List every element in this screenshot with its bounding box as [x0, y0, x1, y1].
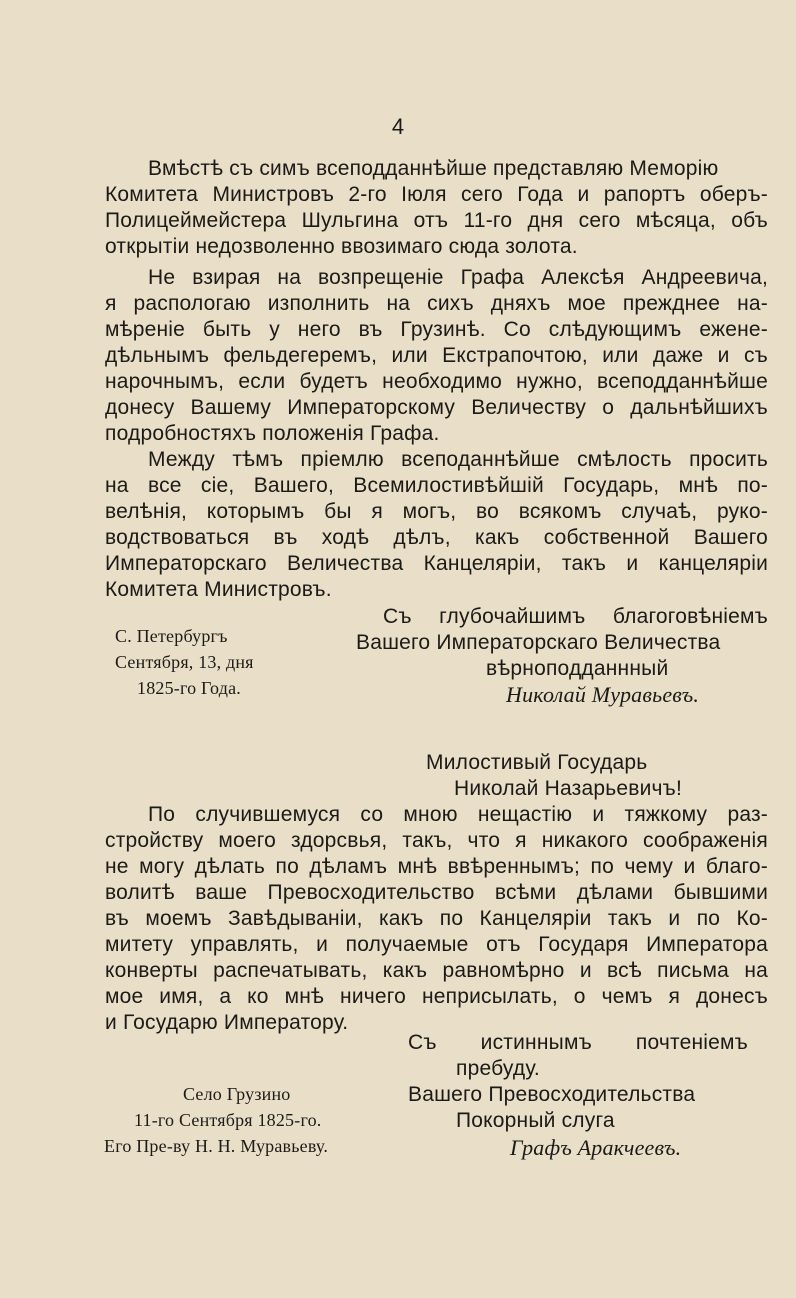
page-number: 4	[391, 114, 405, 139]
letter1-line: на все сіе, Вашего, Всемилостивѣйшій Государь, мнѣ по-	[105, 474, 768, 497]
letter1-line: Вмѣстѣ съ симъ всеподданнѣйше представляю Меморію	[148, 157, 719, 180]
letter2-closing: Покорный слуга	[456, 1109, 615, 1132]
letter2-closing: Съ истиннымъ почтеніемъ	[408, 1031, 748, 1054]
letter1-line: открытіи недозволенно ввозимаго сюда золота.	[105, 235, 578, 258]
letter1-line: Между тѣмъ пріемлю всеподаннѣйше смѣлость просить	[148, 448, 768, 471]
letter2-line: волитѣ ваше Превосходительство всѣми дѣлами бывшими	[105, 881, 768, 904]
letter1-line: Императорскаго Величества Канцеляріи, такъ и канцеляріи	[105, 552, 768, 575]
letter1-place-date: Сентября, 13, дня	[115, 652, 254, 672]
letter1-line: мѣреніе быть у него въ Грузинѣ. Со слѣдующимъ ежене-	[105, 318, 768, 341]
letter1-place-date: 1825-го Года.	[137, 678, 241, 698]
letter2-salutation: Милостивый Государь	[426, 751, 648, 774]
letter1-closing: Съ глубочайшимъ благоговѣніемъ	[383, 605, 768, 628]
letter1-place-date: С. Петербургъ	[115, 626, 228, 646]
letter2-line: По случившемуся со мною нещастію и тяжкому раз-	[148, 803, 768, 826]
letter2-signature: Графъ Аракчеевъ.	[510, 1135, 682, 1160]
letter1-line: Комитета Министровъ 2-го Іюля сего Года и рапортъ оберъ-	[105, 183, 768, 206]
letter1-line: донесу Вашему Императорскому Величеству о дальнѣйшихъ	[105, 396, 768, 419]
letter1-line: велѣнія, которымъ бы я могъ, во всякомъ случаѣ, руко-	[105, 500, 768, 523]
letter2-line: конверты распечатывать, какъ равномѣрно и всѣ письма на	[105, 959, 768, 982]
letter2-closing: Вашего Превосходительства	[408, 1083, 696, 1106]
letter1-line: я распологаю изполнить на сихъ дняхъ мое прежднее на-	[105, 292, 768, 315]
letter2-place-date: 11-го Сентября 1825-го.	[134, 1110, 322, 1130]
letter1-line: нарочнымъ, если будетъ необходимо нужно, всеподданнѣйше	[105, 370, 768, 393]
letter1-line: дѣльнымъ фельдегеремъ, или Екстрапочтою, или даже и съ	[105, 344, 768, 367]
letter1-line: водствоваться въ ходѣ дѣлъ, какъ собственной Вашего	[105, 526, 768, 549]
letter1-signature: Николай Муравьевъ.	[506, 682, 700, 707]
letter1-line: Не взирая на возпрещеніе Графа Алексѣя Андреевича,	[148, 266, 768, 289]
letter2-line: въ моемъ Завѣдываніи, какъ по Канцеляріи такъ и по Ко-	[105, 907, 768, 930]
letter1-line: Комитета Министровъ.	[105, 578, 332, 601]
letter1-line: подробностяхъ положенія Графа.	[105, 422, 440, 445]
letter2-line: и Государю Императору.	[105, 1011, 349, 1034]
letter1-closing: Вашего Императорскаго Величества	[356, 631, 721, 654]
letter2-place-date: Село Грузино	[183, 1084, 291, 1104]
letter2-line: стройству моего здорсвья, такъ, что я никакого соображенія	[105, 829, 768, 852]
letter2-line: не могу дѣлать по дѣламъ мнѣ ввѣреннымъ; по чему и благо-	[105, 855, 768, 878]
letter2-place-date: Его Пре-ву Н. Н. Муравьеву.	[104, 1136, 329, 1156]
letter1-closing: вѣрноподданнный	[486, 657, 669, 680]
letter2-salutation: Николай Назарьевичъ!	[454, 777, 683, 800]
letter2-line: мое имя, а ко мнѣ ничего неприсылать, о чемъ я донесъ	[105, 985, 768, 1008]
letter1-line: Полицеймейстера Шульгина отъ 11-го дня сего мѣсяца, объ	[105, 209, 768, 232]
letter2-line: митету управлять, и получаемые отъ Государя Императора	[105, 933, 768, 956]
letter2-closing: пребуду.	[456, 1057, 540, 1080]
